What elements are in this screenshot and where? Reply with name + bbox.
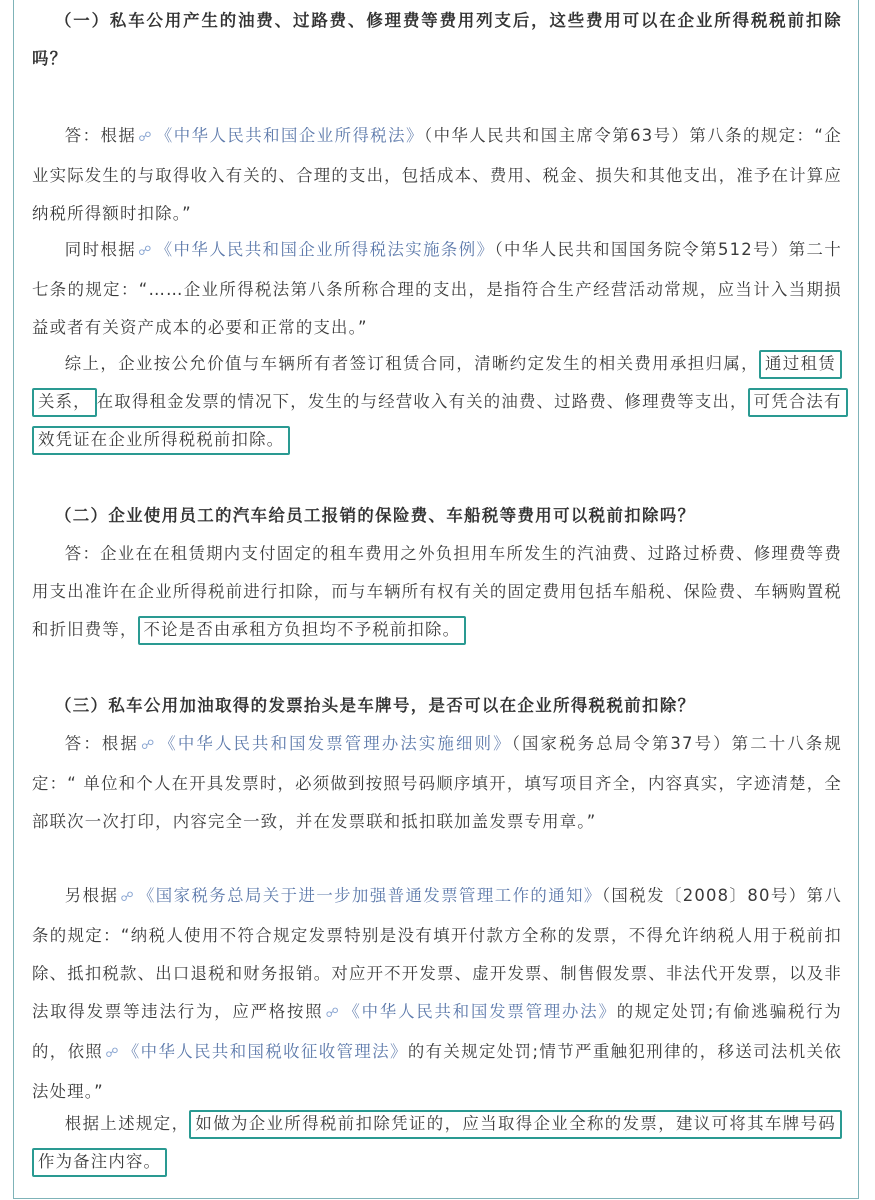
text: 同时根据 bbox=[64, 240, 137, 259]
section-3-conclusion bbox=[32, 1105, 842, 1181]
tax-collection-law-link[interactable]: 《中华人民共和国税收征收管理法》 bbox=[122, 1042, 408, 1061]
section-1-heading: （一）私车公用产生的油费、过路费、修理费等费用列支后，这些费用可以在企业所得税税前扣除吗？ bbox=[32, 11, 842, 68]
text: （中华人民共和国国务院令第512号）第二十七条的规定：“……企业所得税法第八条所称合理的支出，是指符合生产经营活动常规，应当计入当期损益或者有关资产成本的必要和正常的支出。” bbox=[32, 240, 842, 337]
text: 在取得租金发票的情况下，发生的与经营收入有关的油费、过路费、修理费等支出， bbox=[96, 392, 748, 411]
text: （国家税务总局令第37号）第二十八条规定：“ 单位和个人在开具发票时，必须做到按照号码顺序填开，填写项目齐全，内容真实，字迹清楚，全部联次一次打印，内容完全一致，并在发票联和抵扣联加盖发票专用章。” bbox=[32, 734, 842, 831]
highlight-box: 可凭合法有效凭证在企业所得税税前扣除。 bbox=[32, 388, 848, 455]
text: （国税发〔2008〕80号）第八条的规定：“纳税人使用不符合规定发票特别是没有填开付款方全称的发票，不得允许纳税人用于税前扣除、抵扣税款、出口退税和财务报销。对应开不开发票、虚开发票、制售假发票、非法代开发票，以及非法取得发票等违法行为，应严格按照 bbox=[32, 886, 842, 1021]
text: 答：根据 bbox=[64, 734, 139, 753]
text: 根据上述规定， bbox=[64, 1114, 190, 1133]
regulation-link[interactable]: 《中华人民共和国企业所得税法实施条例》 bbox=[155, 240, 495, 259]
section-2-heading: （二）企业使用员工的汽车给员工报销的保险费、车船税等费用可以税前扣除吗？ bbox=[54, 506, 696, 525]
section-1-conclusion bbox=[32, 345, 842, 459]
text: 综上，企业按公允价值与车辆所有者签订租赁合同，清晰约定发生的相关费用承担归属， bbox=[64, 354, 759, 373]
link-icon: ☍ bbox=[120, 890, 135, 905]
link-icon: ☍ bbox=[138, 130, 153, 145]
text: 的有关规定处罚;情节严重触犯刑律的，移送司法机关依法处理。” bbox=[32, 1042, 842, 1101]
link-icon: ☍ bbox=[140, 738, 156, 753]
text: 答：根据 bbox=[64, 126, 137, 145]
section-2-answer bbox=[32, 535, 842, 649]
invoice-rules-link[interactable]: 《中华人民共和国发票管理办法实施细则》 bbox=[158, 734, 512, 753]
section-3-basis bbox=[32, 877, 842, 1111]
link-icon: ☍ bbox=[325, 1006, 340, 1021]
section-3-answer bbox=[32, 725, 842, 841]
highlight-box: 不论是否由承租方负担均不予税前扣除。 bbox=[138, 616, 467, 645]
highlight-box: 通过租赁关系， bbox=[32, 350, 842, 417]
law-link[interactable]: 《中华人民共和国企业所得税法》 bbox=[155, 126, 424, 145]
link-icon: ☍ bbox=[105, 1046, 120, 1061]
section-1-basis bbox=[32, 231, 842, 347]
section-1-answer bbox=[32, 117, 842, 233]
highlight-box: 如做为企业所得税前扣除凭证的，应当取得企业全称的发票，建议可将其车牌号码作为备注内容。 bbox=[32, 1110, 842, 1177]
section-3-heading: （三）私车公用加油取得的发票抬头是车牌号，是否可以在企业所得税税前扣除？ bbox=[54, 696, 696, 715]
text: （中华人民共和国主席令第63号）第八条的规定：“企业实际发生的与取得收入有关的、合理的支出，包括成本、费用、税金、损失和其他支出，准予在计算应纳税所得额时扣除。” bbox=[32, 126, 842, 223]
text: 答：企业在在租赁期内支付固定的租车费用之外负担用车所发生的汽油费、过路过桥费、修理费等费用支出准许在企业所得税前进行扣除，而与车辆所有权有关的固定费用包括车船税、保险费、车辆购置税和折旧费等， bbox=[32, 544, 842, 639]
notice-link[interactable]: 《国家税务总局关于进一步加强普通发票管理工作的通知》 bbox=[137, 886, 602, 905]
text: 的规定处罚;有偷逃骗税行为的，依照 bbox=[32, 1002, 842, 1061]
text: 另根据 bbox=[64, 886, 119, 905]
link-icon: ☍ bbox=[138, 244, 153, 259]
invoice-law-link[interactable]: 《中华人民共和国发票管理办法》 bbox=[342, 1002, 617, 1021]
